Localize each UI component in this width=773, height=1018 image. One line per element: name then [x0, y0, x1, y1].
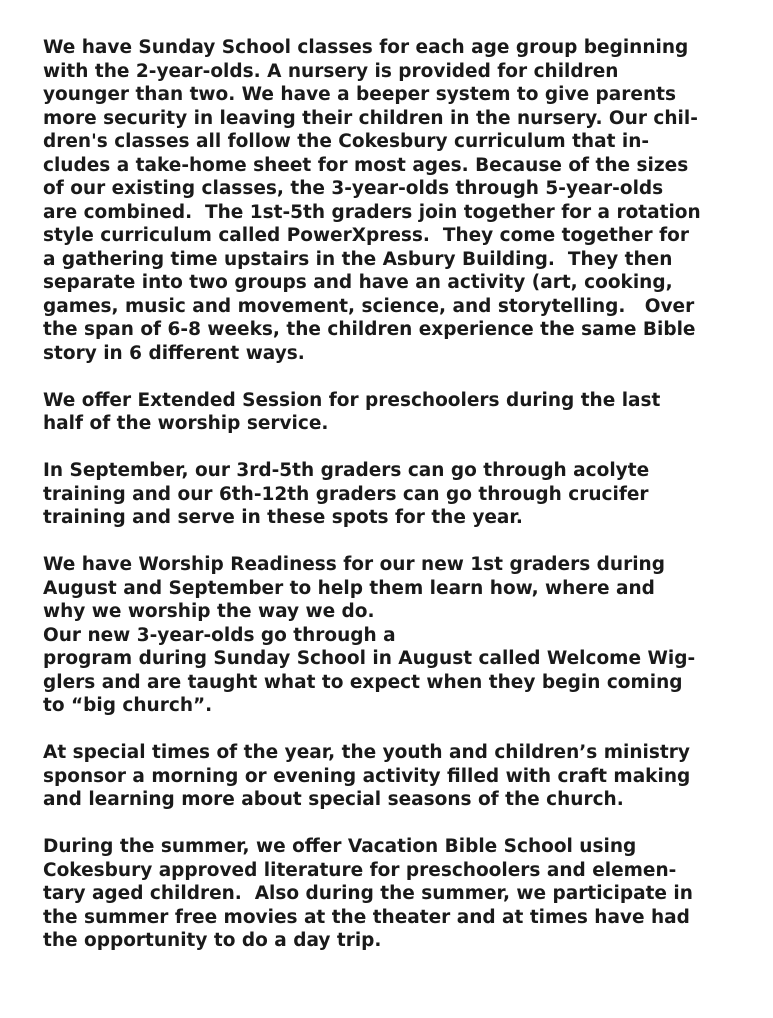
text-line: We have Sunday School classes for each age group beginning — [43, 37, 689, 58]
text-line: training and our 6th-12th graders can go through crucifer — [43, 483, 649, 505]
text-line: of our existing classes, the 3-year-olds through 5-year-olds — [43, 178, 664, 199]
text-line: half of the worship service. — [43, 413, 329, 434]
text-line: We offer Extended Session for preschoolers during the last — [43, 389, 661, 411]
text-line: In September, our 3rd-5th graders can go through acolyte — [43, 460, 650, 481]
text-line: games, music and movement, science, and storytelling. Over — [43, 295, 695, 317]
text-line: tary aged children. Also during the summer, we participate in — [43, 883, 693, 904]
text-line: separate into two groups and have an activity (art, cooking, — [43, 272, 673, 293]
text-line: story in 6 different ways. — [43, 342, 305, 364]
text-line: We have Worship Readiness for our new 1st graders during — [43, 554, 665, 575]
text-line: a gathering time upstairs in the Asbury Building. They then — [43, 248, 673, 270]
text-line: August and September to help them learn how, where and — [43, 577, 655, 599]
text-line: program during Sunday School in August called Welcome Wig- — [43, 648, 696, 669]
paragraph-acolyte-training — [43, 459, 743, 530]
text-line: During the summer, we offer Vacation Bible School using — [43, 836, 637, 857]
text-line: style curriculum called PowerXpress. They come together for — [43, 225, 689, 246]
text-line: younger than two. We have a beeper system to give parents — [43, 84, 676, 105]
text-line: At special times of the year, the youth and children’s ministry — [43, 742, 690, 763]
text-line: more security in leaving their children in the nursery. Our chil- — [43, 107, 698, 129]
text-line: Our new 3-year-olds go through a — [43, 624, 396, 646]
text-line: sponsor a morning or evening activity filled with craft making — [43, 765, 691, 787]
text-line: why we worship the way we do. — [43, 601, 375, 622]
paragraph-extended-session — [43, 389, 743, 436]
text-line: and learning more about special seasons of the church. — [43, 789, 624, 810]
paragraph-summer — [43, 835, 743, 953]
text-line: to “big church”. — [43, 695, 213, 716]
text-line: cludes a take-home sheet for most ages. Because of the sizes — [43, 154, 689, 176]
text-line: Cokesbury approved literature for preschoolers and elemen- — [43, 859, 677, 881]
text-line: the opportunity to do a day trip. — [43, 930, 382, 951]
document-page — [43, 36, 743, 953]
text-line: are combined. The 1st-5th graders join together for a rotation — [43, 201, 701, 223]
text-line: glers and are taught what to expect when they begin coming — [43, 671, 683, 693]
text-line: the span of 6-8 weeks, the children experience the same Bible — [43, 319, 696, 340]
text-line: the summer free movies at the theater and at times have had — [43, 906, 690, 928]
text-line: with the 2-year-olds. A nursery is provided for children — [43, 60, 619, 82]
paragraph-worship-readiness — [43, 553, 743, 718]
text-line: dren's classes all follow the Cokesbury curriculum that in- — [43, 131, 650, 152]
text-line: training and serve in these spots for the year. — [43, 507, 523, 528]
paragraph-special-times — [43, 741, 743, 812]
paragraph-sunday-school — [43, 36, 743, 365]
